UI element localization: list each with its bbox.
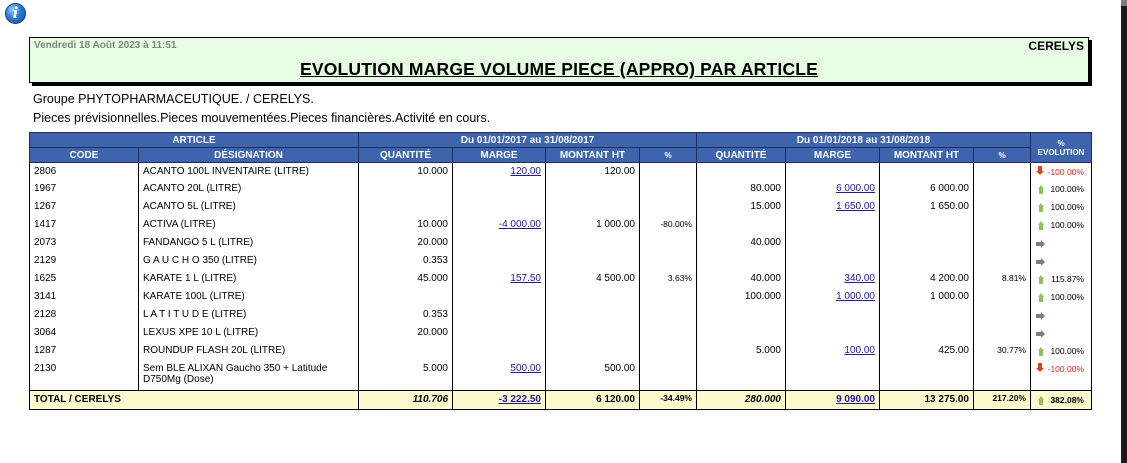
table-row <box>30 163 1092 181</box>
cell-evolution <box>1031 217 1092 235</box>
arrow-up-icon <box>1038 221 1044 225</box>
col-p2-pct: % <box>974 148 1031 163</box>
cell-p2-qty <box>697 325 786 343</box>
cell-evolution <box>1031 271 1092 289</box>
arrow-down-icon <box>1038 363 1042 368</box>
cell-evolution <box>1031 199 1092 217</box>
cell-designation: ACTIVA (LITRE) <box>139 217 359 235</box>
cell-p2-marge <box>786 325 880 343</box>
cell-p2-marge <box>786 217 880 235</box>
cell-designation: ACANTO 100L INVENTAIRE (LITRE) <box>139 163 359 181</box>
arrow-up-icon <box>1038 203 1044 207</box>
evolution-value: 100.00% <box>1050 183 1084 194</box>
cell-p1-marge <box>453 289 546 307</box>
scrollbar-thumb[interactable] <box>1121 0 1127 6</box>
evolution-value: -100.00% <box>1047 167 1084 177</box>
cell-p1-pct <box>640 289 697 307</box>
cell-p1-montant <box>546 253 640 271</box>
cell-evolution <box>1031 163 1092 181</box>
total-p1-qty: 110.706 <box>359 391 453 410</box>
cell-p2-montant <box>880 235 974 253</box>
cell-p2-marge[interactable] <box>786 289 880 307</box>
marge-link[interactable]: 1 000.00 <box>836 290 875 302</box>
cell-p2-qty: 40.000 <box>697 271 786 289</box>
marge-link[interactable]: 6 000.00 <box>836 182 875 194</box>
evolution-header-pct: % <box>1057 138 1065 148</box>
cell-p1-marge <box>453 235 546 253</box>
cell-designation: ACANTO 20L (LITRE) <box>139 181 359 199</box>
report-date: Vendredi 18 Août 2023 à 11:51 <box>34 40 177 51</box>
cell-p1-pct <box>640 235 697 253</box>
cell-p2-qty <box>697 361 786 391</box>
cell-p1-marge[interactable] <box>453 271 546 289</box>
cell-code: 3064 <box>30 325 139 343</box>
cell-p1-montant: 4 500.00 <box>546 271 640 289</box>
cell-p2-montant <box>880 361 974 391</box>
cell-p2-marge <box>786 235 880 253</box>
cell-p2-pct: 8.81% <box>974 271 1031 289</box>
total-p2-pct: 217.20% <box>974 391 1031 410</box>
vertical-scrollbar[interactable] <box>1121 0 1127 463</box>
cell-evolution <box>1031 343 1092 361</box>
arrow-right-icon <box>1036 242 1041 246</box>
cell-code: 1287 <box>30 343 139 361</box>
cell-p1-qty: 10.000 <box>359 217 453 235</box>
table-row <box>30 307 1092 325</box>
cell-p2-pct <box>974 307 1031 325</box>
report-header <box>29 37 1089 83</box>
total-p1-marge-link[interactable]: -3 222.50 <box>498 394 541 405</box>
col-p1-qty: QUANTITÉ <box>359 148 453 163</box>
cell-designation: KARATE 100L (LITRE) <box>139 289 359 307</box>
cell-p1-pct <box>640 163 697 181</box>
period2-header: Du 01/01/2018 au 31/08/2018 <box>697 133 1031 148</box>
cell-p2-montant <box>880 307 974 325</box>
cell-p1-marge[interactable] <box>453 163 546 181</box>
cell-p1-marge <box>453 181 546 199</box>
table-row <box>30 325 1092 343</box>
cell-p2-montant: 4 200.00 <box>880 271 974 289</box>
col-p2-qty: QUANTITÉ <box>697 148 786 163</box>
table-row <box>30 361 1092 391</box>
cell-p2-montant <box>880 325 974 343</box>
cell-code: 1417 <box>30 217 139 235</box>
cell-p2-pct <box>974 325 1031 343</box>
col-code: CODE <box>30 148 139 163</box>
cell-designation: KARATE 1 L (LITRE) <box>139 271 359 289</box>
cell-p1-montant: 1 000.00 <box>546 217 640 235</box>
arrow-up-icon <box>1038 347 1044 351</box>
cell-p2-marge[interactable] <box>786 181 880 199</box>
cell-p2-marge <box>786 307 880 325</box>
cell-p1-pct <box>640 199 697 217</box>
cell-code: 3141 <box>30 289 139 307</box>
marge-link[interactable]: 157.50 <box>510 272 541 284</box>
cell-evolution <box>1031 253 1092 271</box>
cell-p2-qty: 40.000 <box>697 235 786 253</box>
arrow-up-icon <box>1038 293 1044 297</box>
cell-p2-pct <box>974 253 1031 271</box>
evolution-header <box>1031 133 1092 163</box>
arrow-right-icon <box>1036 332 1041 336</box>
evolution-value <box>1084 237 1087 238</box>
cell-p1-qty: 0.353 <box>359 253 453 271</box>
column-header-row <box>30 148 1092 163</box>
total-p2-marge[interactable] <box>786 391 880 410</box>
cell-designation: L A T I T U D E (LITRE) <box>139 307 359 325</box>
cell-p2-montant: 425.00 <box>880 343 974 361</box>
cell-p1-pct <box>640 307 697 325</box>
table-row <box>30 217 1092 235</box>
cell-p2-qty <box>697 307 786 325</box>
cell-p1-qty: 5.000 <box>359 361 453 391</box>
cell-evolution <box>1031 307 1092 325</box>
marge-link[interactable]: -4 000.00 <box>498 218 541 230</box>
arrow-down-icon <box>1038 166 1042 171</box>
cell-p1-pct <box>640 253 697 271</box>
arrow-right-icon <box>1036 260 1041 264</box>
evolution-value: 100.00% <box>1050 291 1084 302</box>
table-body <box>30 163 1092 391</box>
cell-code: 2128 <box>30 307 139 325</box>
cell-p2-pct <box>974 361 1031 391</box>
cell-designation: Sem BLE ALIXAN Gaucho 350 + Latitude D750Mg (Dose) <box>139 361 359 391</box>
cell-p2-qty: 80.000 <box>697 181 786 199</box>
cell-code: 1967 <box>30 181 139 199</box>
table-row <box>30 271 1092 289</box>
cell-evolution <box>1031 289 1092 307</box>
cell-designation: ACANTO 5L (LITRE) <box>139 199 359 217</box>
marge-link[interactable]: 340.00 <box>844 272 875 284</box>
cell-p1-montant <box>546 307 640 325</box>
company-name: CERELYS <box>1028 39 1084 53</box>
col-p1-marge: MARGE <box>453 148 546 163</box>
cell-p1-montant <box>546 343 640 361</box>
cell-p1-marge <box>453 343 546 361</box>
evolution-value <box>1084 255 1087 256</box>
cell-evolution <box>1031 325 1092 343</box>
cell-p1-marge <box>453 325 546 343</box>
cell-p2-marge <box>786 253 880 271</box>
evolution-value: -100.00% <box>1047 363 1084 374</box>
cell-p2-pct <box>974 181 1031 199</box>
cell-designation: FANDANGO 5 L (LITRE) <box>139 235 359 253</box>
cell-p1-pct <box>640 325 697 343</box>
cell-p2-pct <box>974 217 1031 235</box>
cell-p2-marge[interactable] <box>786 343 880 361</box>
marge-link[interactable]: 120.00 <box>510 166 541 177</box>
cell-p2-montant: 6 000.00 <box>880 181 974 199</box>
cell-p2-montant <box>880 253 974 271</box>
cell-p2-marge[interactable] <box>786 271 880 289</box>
cell-code: 1267 <box>30 199 139 217</box>
cell-p1-marge[interactable] <box>453 361 546 391</box>
arrow-up-icon <box>1038 396 1044 400</box>
cell-p1-montant <box>546 325 640 343</box>
total-row <box>30 391 1092 410</box>
cell-code: 2806 <box>30 163 139 181</box>
marge-link[interactable]: 1 650.00 <box>836 200 875 212</box>
cell-p2-qty <box>697 163 786 181</box>
evolution-value <box>1084 309 1087 310</box>
cell-code: 1625 <box>30 271 139 289</box>
cell-p1-pct: -80.00% <box>640 217 697 235</box>
cell-p1-pct <box>640 343 697 361</box>
cell-p1-qty <box>359 181 453 199</box>
cell-p1-marge <box>453 199 546 217</box>
cell-p1-montant: 500.00 <box>546 361 640 391</box>
cell-p1-montant <box>546 181 640 199</box>
cell-p2-pct <box>974 289 1031 307</box>
cell-p1-qty <box>359 199 453 217</box>
total-p1-marge[interactable] <box>453 391 546 410</box>
table-row <box>30 253 1092 271</box>
cell-p1-marge <box>453 253 546 271</box>
cell-p2-pct <box>974 199 1031 217</box>
cell-p1-qty: 0.353 <box>359 307 453 325</box>
table-row <box>30 181 1092 199</box>
table-row <box>30 343 1092 361</box>
cell-p1-marge[interactable] <box>453 217 546 235</box>
cell-code: 2073 <box>30 235 139 253</box>
cell-p2-pct <box>974 235 1031 253</box>
col-p1-pct: % <box>640 148 697 163</box>
cell-p2-pct: 30.77% <box>974 343 1031 361</box>
evolution-value: 100.00% <box>1050 219 1084 230</box>
col-p2-montant: MONTANT HT <box>880 148 974 163</box>
evolution-value <box>1084 327 1087 328</box>
cell-p2-pct <box>974 163 1031 181</box>
marge-link[interactable]: 100.00 <box>844 344 875 356</box>
article-group-header: ARTICLE <box>30 133 359 148</box>
cell-p2-marge[interactable] <box>786 199 880 217</box>
cell-designation: ROUNDUP FLASH 20L (LITRE) <box>139 343 359 361</box>
cell-code: 2129 <box>30 253 139 271</box>
report-table <box>29 132 1092 410</box>
cell-p1-montant <box>546 289 640 307</box>
table-row <box>30 289 1092 307</box>
col-p2-marge: MARGE <box>786 148 880 163</box>
cell-p1-qty: 20.000 <box>359 325 453 343</box>
cell-p1-marge <box>453 307 546 325</box>
cell-p1-qty: 45.000 <box>359 271 453 289</box>
cell-p1-qty <box>359 289 453 307</box>
report-title: EVOLUTION MARGE VOLUME PIECE (APPRO) PAR ARTICLE <box>299 59 819 79</box>
cell-p1-qty: 10.000 <box>359 163 453 181</box>
filters-label: Pieces prévisionnelles.Pieces mouvementées.Pieces financières.Activité en cours. <box>33 111 491 125</box>
cell-p2-qty: 15.000 <box>697 199 786 217</box>
cell-p2-marge <box>786 163 880 181</box>
cell-p2-montant <box>880 163 974 181</box>
cell-evolution <box>1031 181 1092 199</box>
cell-p2-qty <box>697 217 786 235</box>
cell-p2-qty: 100.000 <box>697 289 786 307</box>
cell-p2-qty <box>697 253 786 271</box>
cell-p1-qty <box>359 343 453 361</box>
cell-designation: G A U C H O 350 (LITRE) <box>139 253 359 271</box>
total-p1-pct: -34.49% <box>640 391 697 410</box>
evolution-value: 100.00% <box>1050 345 1084 356</box>
group-header-row <box>30 133 1092 148</box>
evolution-value: 100.00% <box>1050 201 1084 212</box>
cell-p2-qty: 5.000 <box>697 343 786 361</box>
table-row <box>30 235 1092 253</box>
cell-p1-pct <box>640 181 697 199</box>
evolution-value: 115.87% <box>1051 273 1084 284</box>
cell-p2-montant <box>880 217 974 235</box>
table-row <box>30 199 1092 217</box>
total-p2-marge-link[interactable]: 9 090.00 <box>836 394 875 405</box>
total-p2-qty: 280.000 <box>697 391 786 410</box>
col-p1-montant: MONTANT HT <box>546 148 640 163</box>
cell-p2-marge <box>786 361 880 391</box>
cell-p1-montant: 120.00 <box>546 163 640 181</box>
cell-p2-montant: 1 000.00 <box>880 289 974 307</box>
total-evolution <box>1031 391 1092 410</box>
arrow-up-icon <box>1038 275 1044 279</box>
group-label: Groupe PHYTOPHARMACEUTIQUE. / CERELYS. <box>33 92 314 106</box>
total-label: TOTAL / CERELYS <box>30 391 359 410</box>
cell-p1-pct: 3.63% <box>640 271 697 289</box>
arrow-right-icon <box>1036 314 1041 318</box>
total-p2-montant: 13 275.00 <box>880 391 974 410</box>
cell-evolution <box>1031 235 1092 253</box>
cell-p1-qty: 20.000 <box>359 235 453 253</box>
total-p1-montant: 6 120.00 <box>546 391 640 410</box>
total-evolution-value: 382.08% <box>1050 395 1084 405</box>
period1-header: Du 01/01/2017 au 31/08/2017 <box>359 133 697 148</box>
cell-p1-pct <box>640 361 697 391</box>
cell-p2-montant: 1 650.00 <box>880 199 974 217</box>
cell-p1-montant <box>546 199 640 217</box>
cell-p1-montant <box>546 235 640 253</box>
cell-evolution <box>1031 361 1092 391</box>
evolution-header-label: EVOLUTION <box>1037 147 1085 157</box>
info-icon[interactable]: i <box>5 3 26 24</box>
cell-designation: LEXUS XPE 10 L (LITRE) <box>139 325 359 343</box>
arrow-up-icon <box>1038 185 1044 189</box>
col-designation: DÉSIGNATION <box>139 148 359 163</box>
cell-code: 2130 <box>30 361 139 391</box>
marge-link[interactable]: 500.00 <box>510 362 541 374</box>
